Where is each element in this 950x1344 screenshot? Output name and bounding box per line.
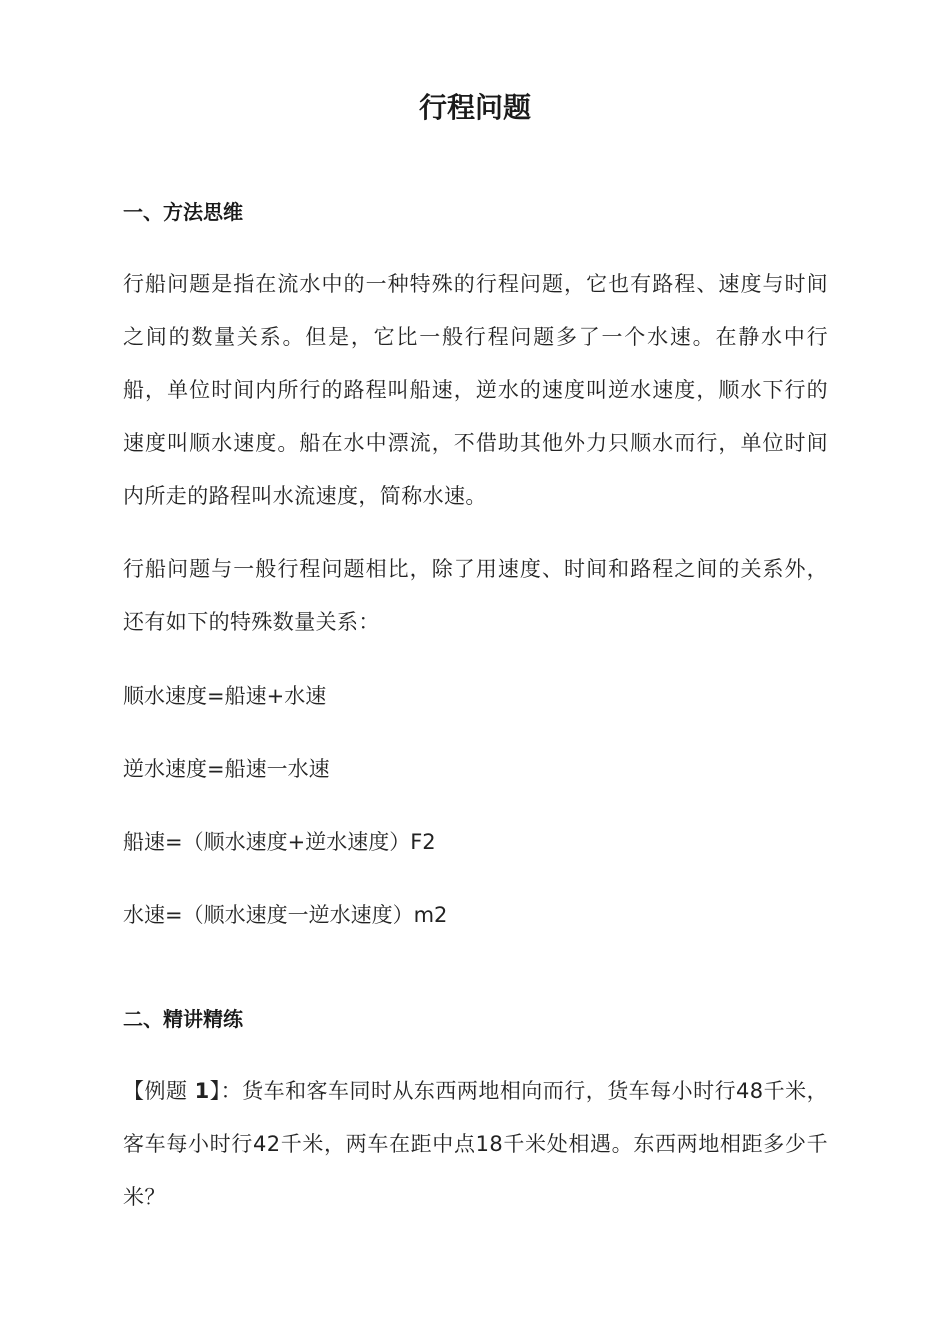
page-title: 行程问题 (418, 91, 531, 124)
formula-downstream-speed: 顺水速度=船速+水速 (123, 684, 327, 708)
formula-boat-speed: 船速=（顺水速度+逆水速度）F2 (123, 830, 436, 854)
section-heading-method: 一、方法思维 (123, 200, 243, 224)
example-text: ：货车和客车同时从东西两地相向而行，货车每小时行48千米，客车每小时行42千米，两车在距中点18千米处相遇。东西两地相距多少千米？ (123, 1079, 828, 1209)
paragraph-intro: 行船问题是指在流水中的一种特殊的行程问题，它也有路程、速度与时间之间的数量关系。但是，它比一般行程问题多了一个水速。在静水中行船，单位时间内所行的路程叫船速，逆水的速度叫逆水速度，顺水下行的速度叫顺水速度。船在水中漂流，不借助其他外力只顺水而行，单位时间内所走的路程叫水流速度，简称水速。 (123, 272, 828, 508)
example-label-suffix: 】 (209, 1079, 221, 1103)
section-heading-practice: 二、精讲精练 (123, 1007, 243, 1031)
example-label-prefix: 【例题 (123, 1079, 195, 1103)
paragraph-relations: 行船问题与一般行程问题相比，除了用速度、时间和路程之间的关系外，还有如下的特殊数量关系： (123, 557, 828, 634)
example-1 (123, 1065, 828, 1224)
formula-water-speed: 水速=（顺水速度一逆水速度）m2 (123, 903, 448, 927)
example-number: 1 (194, 1079, 210, 1103)
formula-upstream-speed: 逆水速度=船速一水速 (123, 757, 330, 781)
